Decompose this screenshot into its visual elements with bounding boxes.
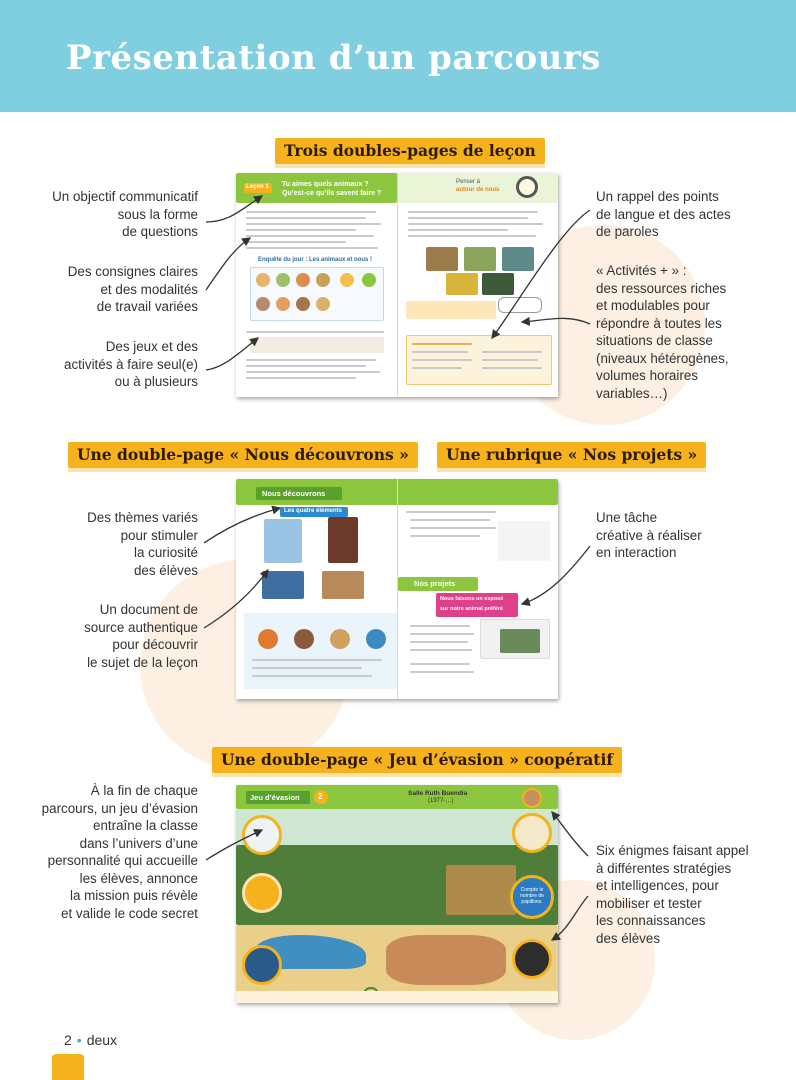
lesson-spread (236, 173, 558, 397)
note-authentic-document: Un document de source authentique pour découvrir le sujet de la leçon (84, 602, 198, 670)
note-escape-intro: À la fin de chaque parcours, un jeu d’évasion entraîne la classe dans l’univers d’une personnalité qui accueille les élèves, annonce la mission puis révèle et valide le code secret (41, 783, 198, 921)
artwork-4 (322, 571, 364, 599)
page-title: Présentation d’un parcours (66, 38, 601, 78)
animal-icon-6 (362, 273, 376, 287)
discover-banner-label: Nous découvrons (262, 489, 326, 498)
note-riddles: Six énigmes faisant appel à différentes stratégies et intelligences, pour mobiliser et tester les connaissances des élèves (596, 843, 749, 946)
animal-icon-7 (256, 297, 270, 311)
lesson-heading-2: Qu’est-ce qu’ils savent faire ? (282, 190, 382, 197)
artwork-3 (262, 571, 304, 599)
escape-number: 2 (318, 792, 323, 801)
section-title-discover: Une double-page « Nous découvrons » (68, 442, 418, 468)
discover-subtitle: Les quatre éléments (284, 508, 343, 514)
photo-5 (482, 273, 514, 295)
riddle-circle-3 (242, 945, 282, 985)
element-image-3 (330, 629, 350, 649)
note-themes: Des thèmes variés pour stimuler la curiosité des élèves (87, 510, 198, 578)
animal-icon-8 (276, 297, 290, 311)
photo-3 (502, 247, 534, 271)
page-number-word: deux (86, 1032, 118, 1048)
riddle-circle-4 (512, 813, 552, 853)
animal-strip (250, 337, 384, 353)
artwork-1 (264, 519, 302, 563)
lesson-survey-title: Enquête du jour : Les animaux et nous ! (258, 257, 373, 263)
projects-banner-label: Nos projets (414, 579, 456, 588)
footer-tab (52, 1054, 84, 1080)
section-title-lessons: Trois doubles-pages de leçon (275, 138, 545, 164)
element-image-2 (294, 629, 314, 649)
projects-task-2: sur notre animal préféré (440, 606, 503, 612)
lesson-side-tag-1: Penser à (456, 179, 481, 185)
riddle-circle-6 (512, 939, 552, 979)
projects-poster-image (500, 629, 540, 653)
animal-icon-1 (256, 273, 270, 287)
animal-icon-3 (296, 273, 310, 287)
section-title-escape: Une double-page « Jeu d’évasion » coopératif (212, 747, 622, 773)
bullet-dot: • (76, 1032, 82, 1048)
escape-banner-label: Jeu d’évasion (250, 793, 300, 802)
speech-bubble (498, 297, 542, 313)
animal-icon-5 (340, 273, 354, 287)
discover-spread (236, 479, 558, 699)
note-games: Des jeux et des activités à faire seul(e) ou à plusieurs (64, 339, 198, 389)
element-image-4 (366, 629, 386, 649)
riddle-circle-1 (242, 815, 282, 855)
riddle-circle-2 (242, 873, 282, 913)
magnifier-icon (516, 176, 538, 198)
note-language-points: Un rappel des points de langue et des actes de paroles (596, 189, 731, 239)
note-creative-task: Une tâche créative à réaliser en interaction (596, 510, 702, 560)
photo-2 (464, 247, 496, 271)
animal-icon-4 (316, 273, 330, 287)
jungle-hut (446, 865, 516, 915)
element-image-1 (258, 629, 278, 649)
discover-side-note (498, 521, 550, 561)
escape-person: Salle Ruth Buendia (408, 790, 468, 797)
photo-1 (426, 247, 458, 271)
lesson-tag-label: Leçon 1 (246, 184, 269, 190)
animal-icon-2 (276, 273, 290, 287)
lesson-side-tag-2: autour de nous (456, 187, 500, 193)
person-portrait (522, 788, 542, 808)
escape-bubble-text: Compte le nombre de papillons. (520, 887, 544, 905)
note-objective: Un objectif communicatif sous la forme de questions (52, 189, 198, 239)
photo-4 (446, 273, 478, 295)
discover-exercise-panel (244, 613, 398, 689)
page-number-digit: 2 (64, 1032, 72, 1048)
animal-icon-9 (296, 297, 310, 311)
projects-task-1: Nous faisons un exposé (440, 596, 504, 602)
page-number (64, 1032, 117, 1048)
note-instructions: Des consignes claires et des modalités de travail variées (67, 264, 198, 314)
lesson-heading-1: Tu aimes quels animaux ? (282, 181, 369, 188)
escape-footer-band (236, 991, 558, 1003)
escape-spread (236, 785, 558, 1003)
activities-plus-box (406, 301, 496, 319)
page-header (0, 0, 796, 112)
note-activities-plus: « Activités + » : des ressources riches et modulables pour répondre à toutes les situations de classe (niveaux hétérogènes, volumes horaires variables…) (596, 263, 729, 401)
children-group (386, 935, 506, 985)
escape-dates: (1977-…) (428, 798, 454, 804)
animal-icon-10 (316, 297, 330, 311)
section-title-projects: Une rubrique « Nos projets » (437, 442, 706, 468)
artwork-2 (328, 517, 358, 563)
